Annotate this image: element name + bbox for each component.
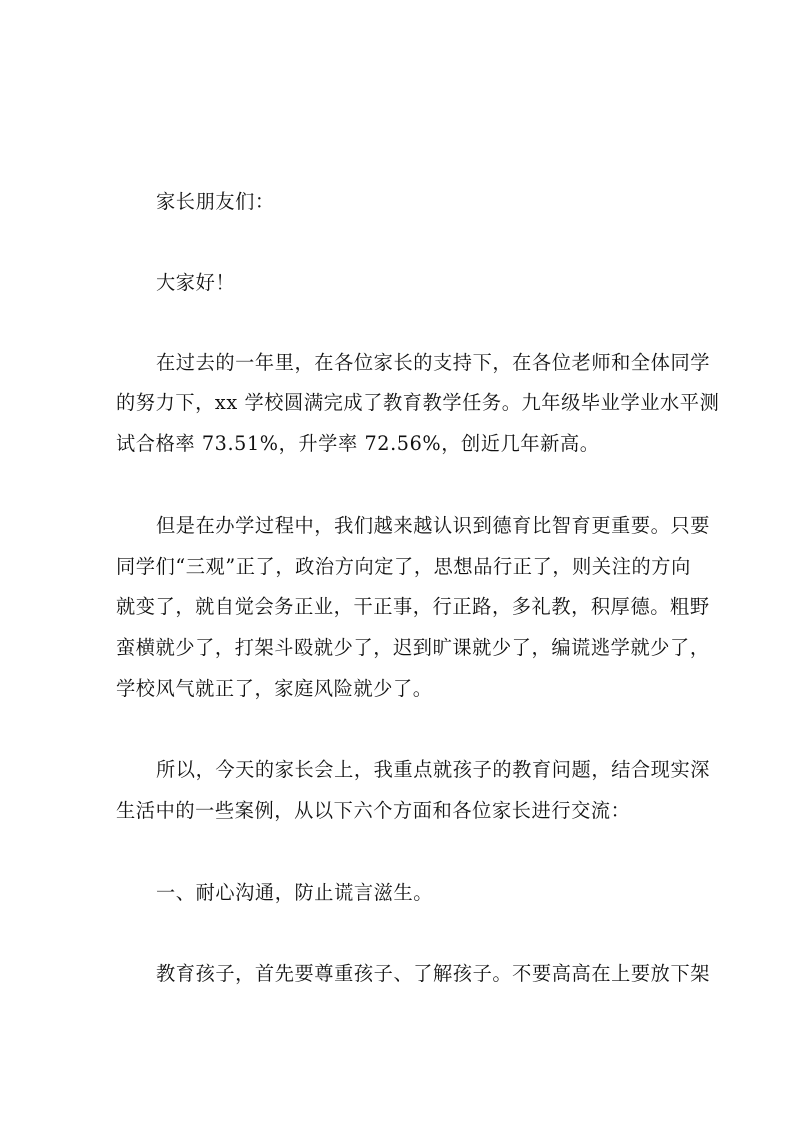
greeting: 大家好！ [156,271,236,294]
paragraph-line: 在过去的一年里，在各位家长的支持下，在各位老师和全体同学 [156,351,711,374]
section-heading: 一、耐心沟通，防止谎言滋生。 [156,881,434,904]
paragraph-line: 同学们“三观”正了，政治方向定了，思想品行正了，则关注的方向 [116,555,691,578]
paragraph-line: 试合格率 73.51%，升学率 72.56%，创近几年新高。 [116,432,600,455]
paragraph-line: 的努力下，xx 学校圆满完成了教育教学任务。九年级毕业学业水平测 [116,391,720,414]
paragraph-line: 蛮横就少了，打架斗殴就少了，迟到旷课就少了，编谎逃学就少了， [116,636,710,659]
paragraph-line: 所以，今天的家长会上，我重点就孩子的教育问题，结合现实深 [156,758,711,781]
paragraph-line: 就变了，就自觉会务正业，干正事，行正路，多礼教，积厚德。粗野 [116,595,710,618]
paragraph-line: 生活中的一些案例，从以下六个方面和各位家长进行交流： [116,799,631,822]
paragraph-line: 但是在办学过程中，我们越来越认识到德育比智育更重要。只要 [156,514,711,537]
salutation: 家长朋友们： [156,190,275,213]
section-paragraph-line: 教育孩子，首先要尊重孩子、了解孩子。不要高高在上要放下架 [156,962,711,985]
paragraph-line: 学校风气就正了，家庭风险就少了。 [116,677,433,700]
